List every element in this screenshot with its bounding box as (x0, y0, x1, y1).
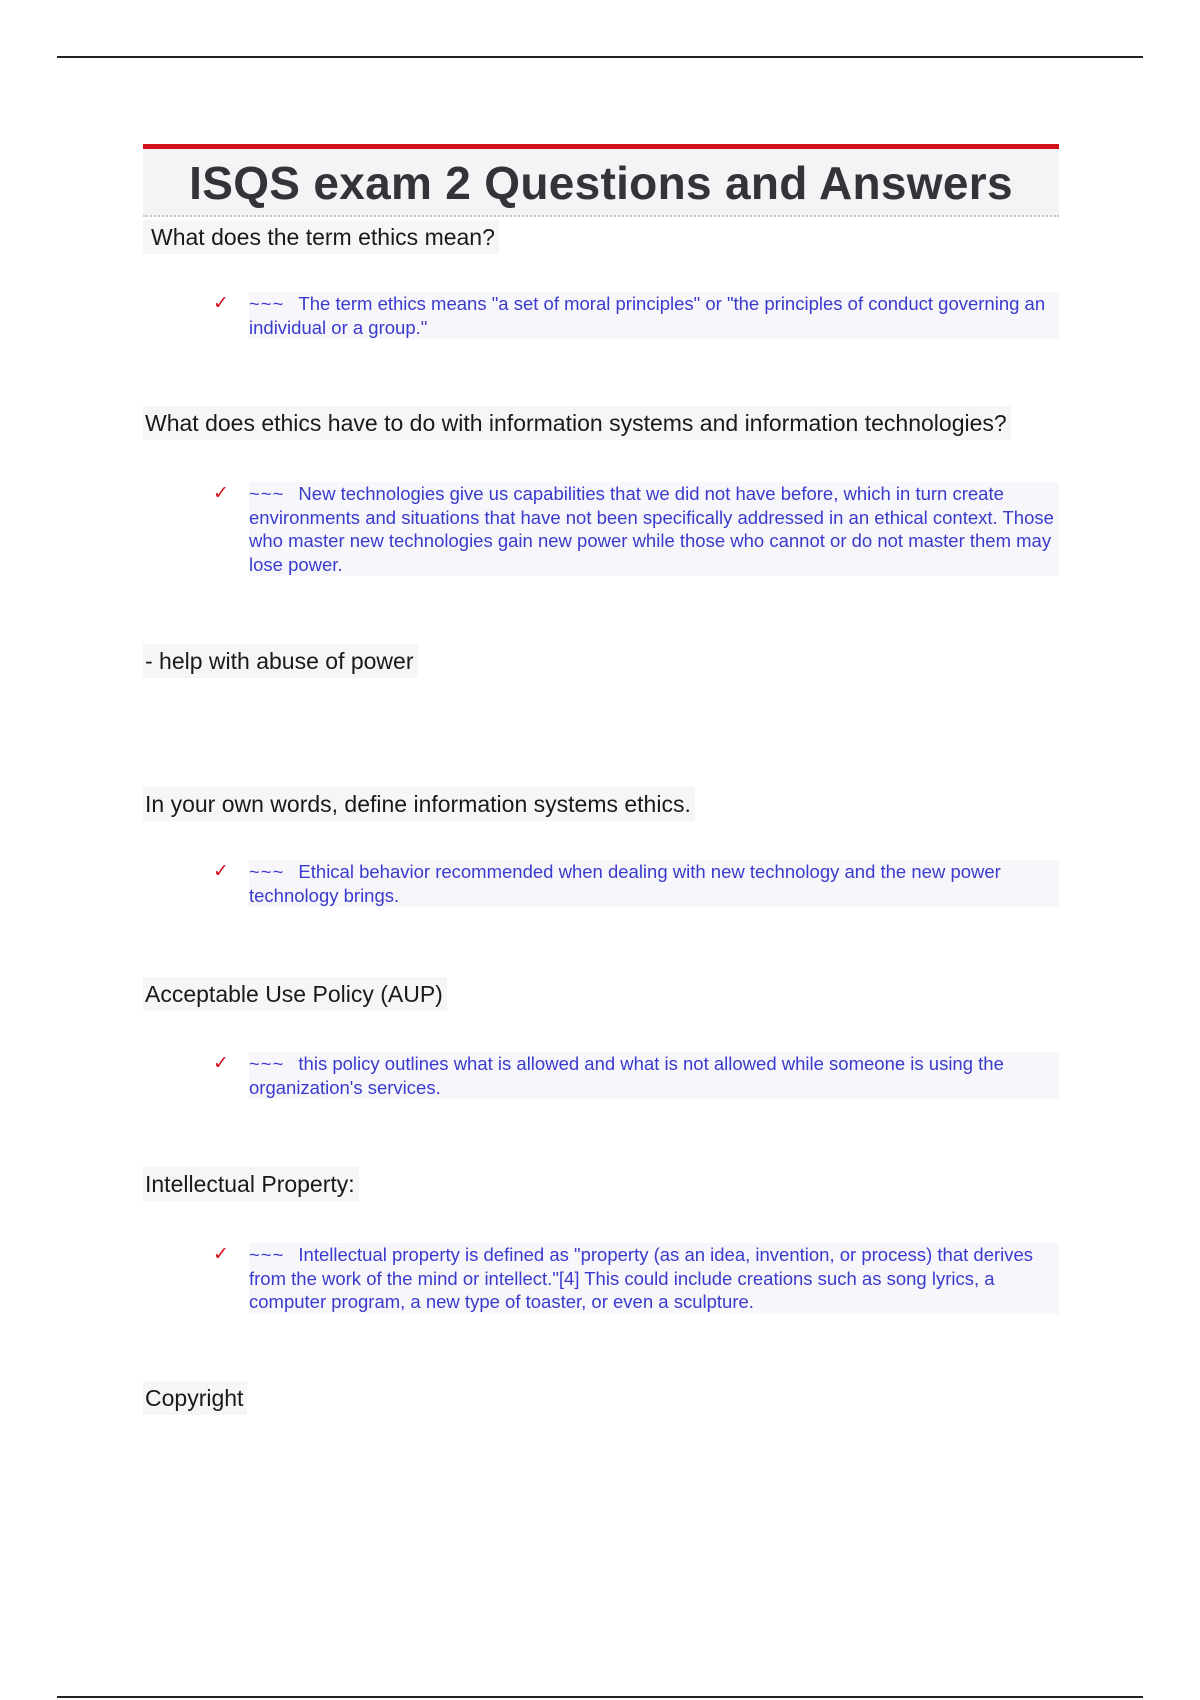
tilde-marker: ~~~ (249, 483, 285, 504)
answer-text: ~~~ Intellectual property is defined as "property (as an idea, invention, or process) that derives from the work of the mind or intellect."[4] This could include creations such as song lyrics, a computer program, a new type of toaster, or even a sculpture. (249, 1243, 1059, 1314)
title-banner (143, 144, 1059, 217)
answer-block-1 (143, 292, 1059, 339)
checkmark-icon: ✓ (213, 1244, 229, 1265)
question-text: Copyright (143, 1381, 247, 1415)
answer-block-2 (143, 482, 1059, 576)
question-text: - help with abuse of power (143, 644, 418, 678)
answer-block-6 (143, 1243, 1059, 1314)
checkmark-icon: ✓ (213, 483, 229, 504)
qa-item-5 (143, 977, 1059, 1011)
qa-item-7 (143, 1381, 1059, 1415)
tilde-marker: ~~~ (249, 861, 285, 882)
question-text: Intellectual Property: (143, 1167, 359, 1201)
page-bottom-rule (57, 1696, 1143, 1698)
question-text: What does the term ethics mean? (143, 220, 499, 254)
qa-item-1 (143, 216, 1059, 254)
checkmark-icon: ✓ (213, 293, 229, 314)
qa-item-4 (143, 787, 1059, 821)
answer-block-4 (143, 860, 1059, 907)
answer-text: ~~~ Ethical behavior recommended when dealing with new technology and the new power technology brings. (249, 860, 1059, 907)
page-title: ISQS exam 2 Questions and Answers (189, 157, 1013, 209)
answer-text: ~~~ The term ethics means "a set of moral principles" or "the principles of conduct governing an individual or a group." (249, 292, 1059, 339)
answer-text: ~~~ New technologies give us capabilities that we did not have before, which in turn create environments and situations that have not been specifically addressed in an ethical context. Those who master new technologies gain new power while those who cannot or do not master them may lose power. (249, 482, 1059, 576)
answer-text: ~~~ this policy outlines what is allowed and what is not allowed while someone is using the organization's services. (249, 1052, 1059, 1099)
qa-item-2 (143, 406, 1059, 440)
tilde-marker: ~~~ (249, 293, 285, 314)
checkmark-icon: ✓ (213, 1053, 229, 1074)
tilde-marker: ~~~ (249, 1053, 285, 1074)
question-text: Acceptable Use Policy (AUP) (143, 977, 447, 1011)
answer-block-5 (143, 1052, 1059, 1099)
question-text: In your own words, define information systems ethics. (143, 787, 695, 821)
document-body (143, 144, 1059, 1411)
qa-item-3 (143, 644, 1059, 678)
checkmark-icon: ✓ (213, 861, 229, 882)
qa-item-6 (143, 1167, 1059, 1201)
question-text: What does ethics have to do with information systems and information technologies? (143, 406, 1011, 440)
tilde-marker: ~~~ (249, 1244, 285, 1265)
page-top-rule (57, 56, 1143, 58)
